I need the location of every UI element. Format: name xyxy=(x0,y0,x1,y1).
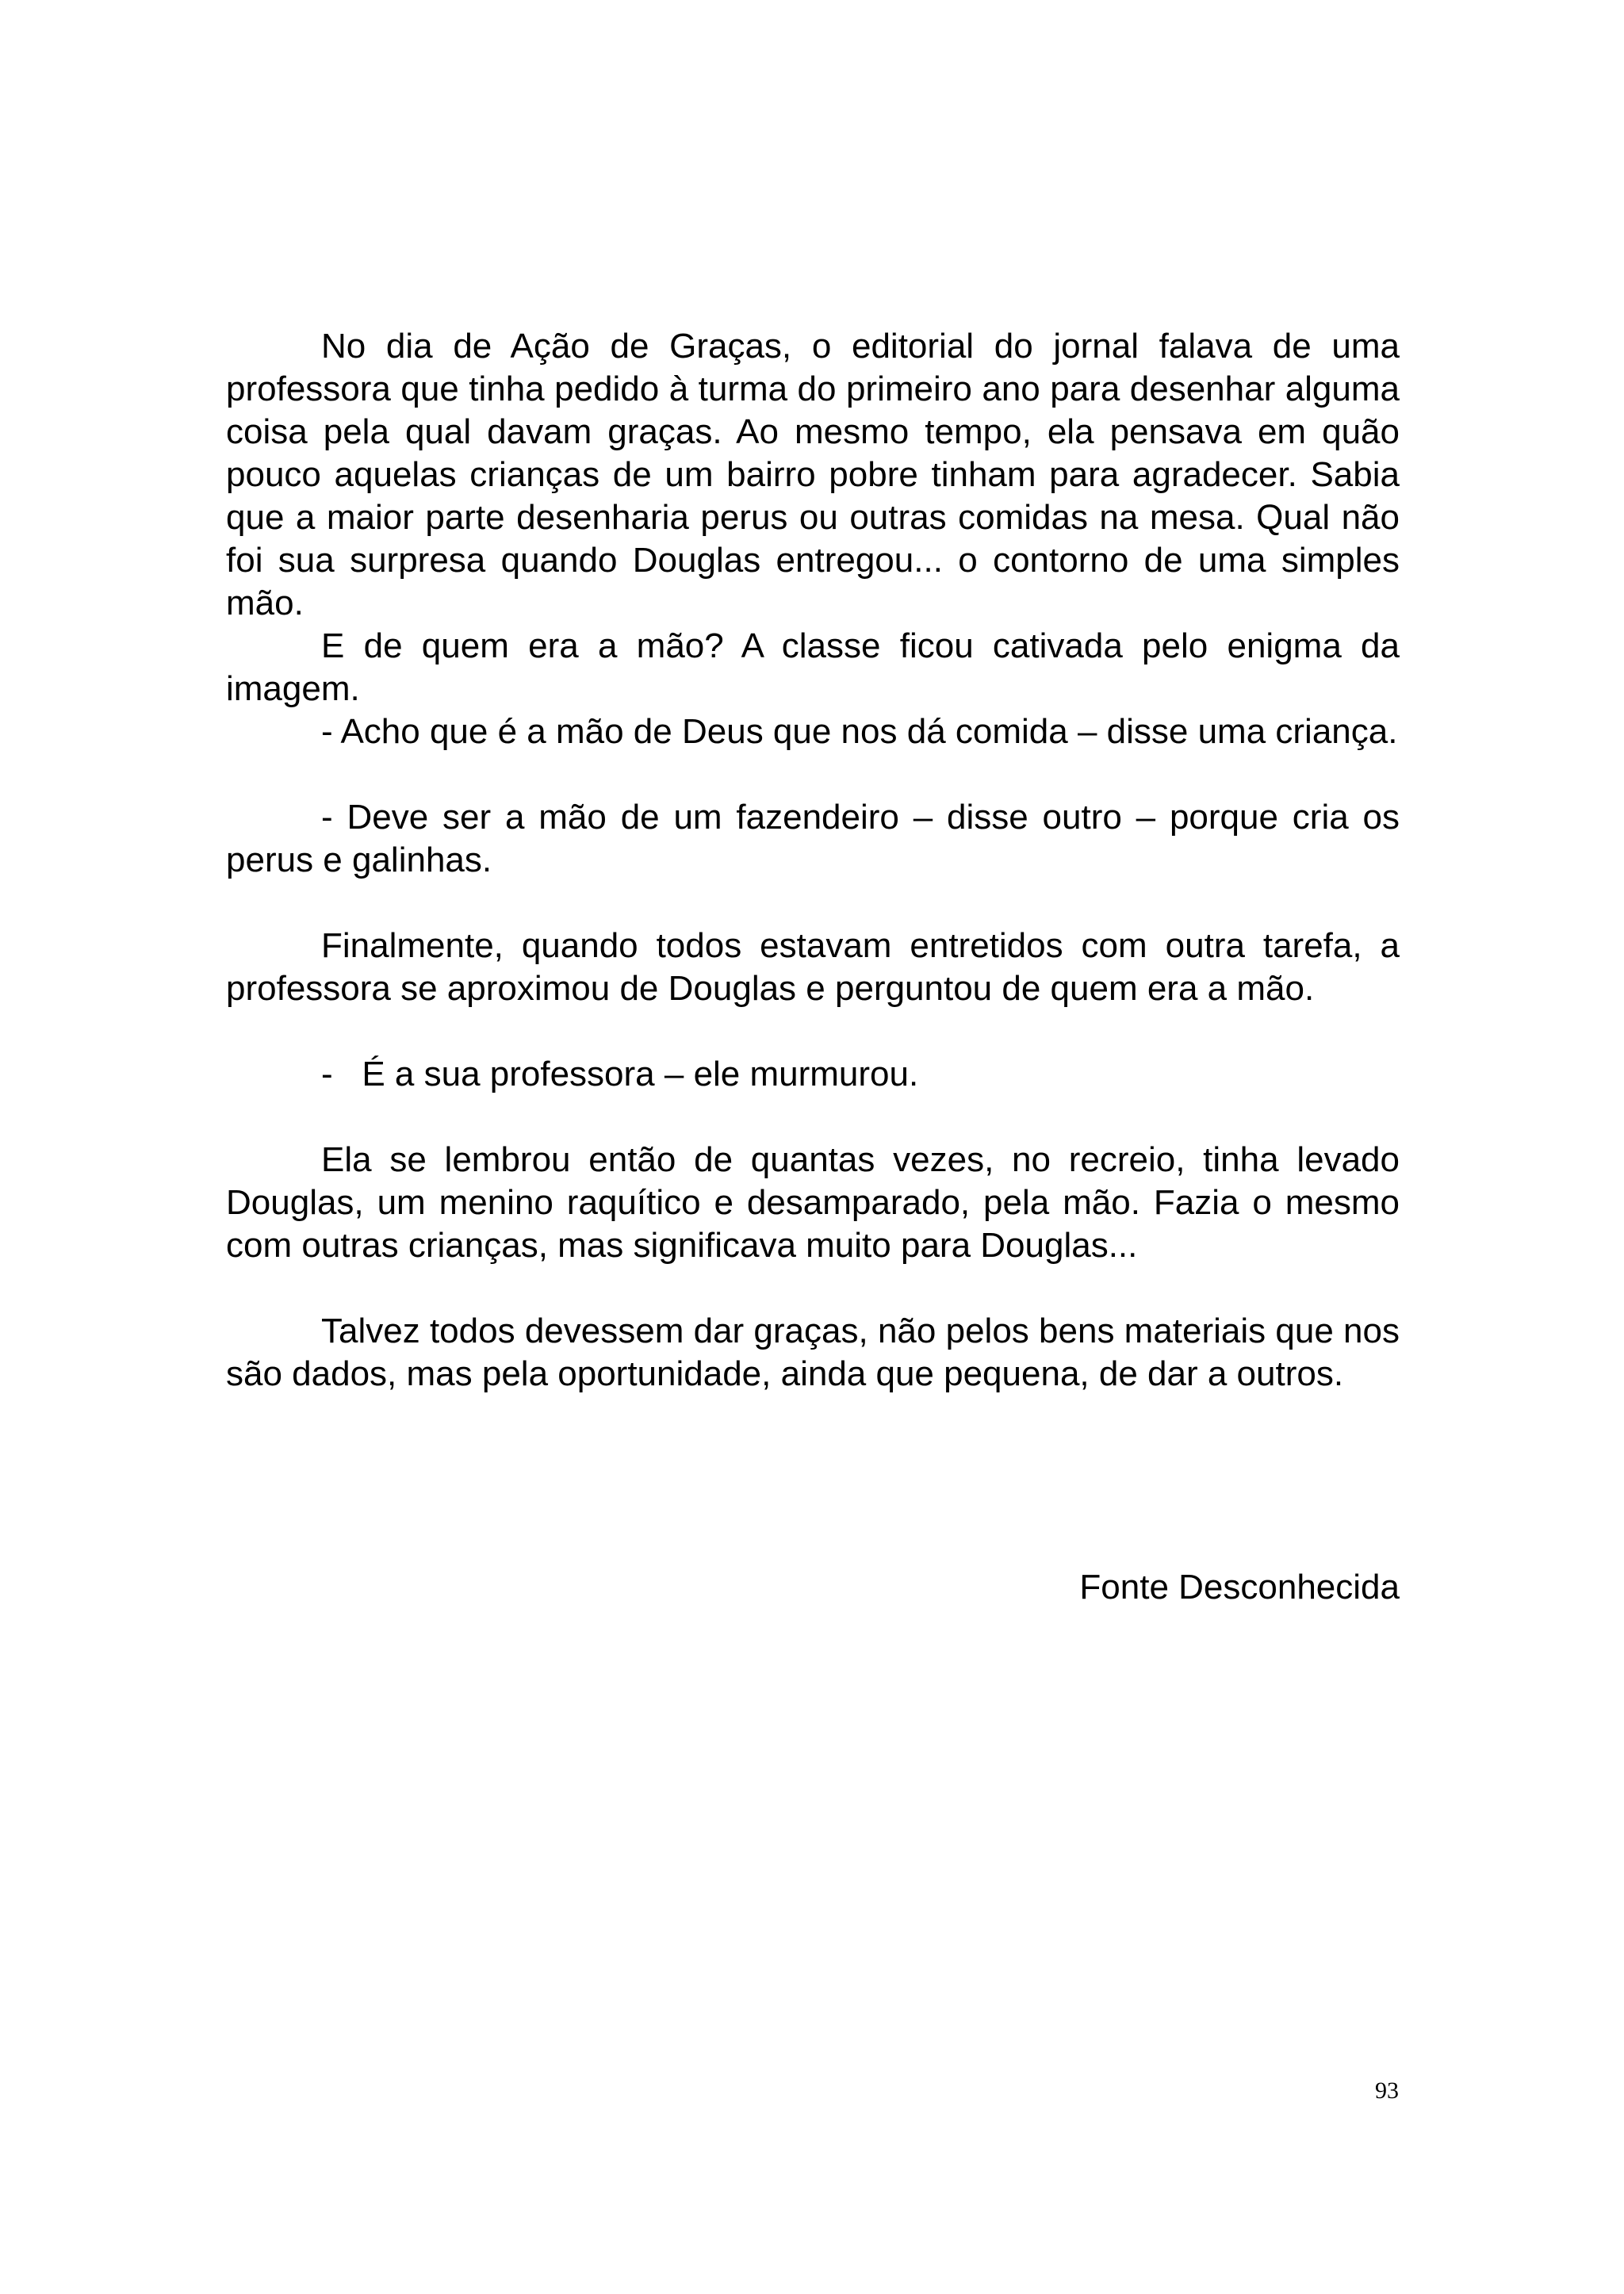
paragraph-7: Ela se lembrou então de quantas vezes, no recreio, tinha levado Douglas, um menino raquítico e desamparado, pela mão. Fazia o mesmo com outras crianças, mas significava muito para Douglas... xyxy=(226,1140,1400,1265)
paragraph-4: - Deve ser a mão de um fazendeiro – disse outro – porque cria os perus e galinhas. xyxy=(226,798,1400,879)
paragraph-1: No dia de Ação de Graças, o editorial do jornal falava de uma professora que tinha pedido à turma do primeiro ano para desenhar alguma coisa pela qual davam graças. Ao mesmo tempo, ela pensava em quão pouco aquelas crianças de um bairro pobre tinham para agradecer. Sabia que a maior parte desenharia perus ou outras comidas na mesa. Qual não foi sua surpresa quando Douglas entregou... o contorno de uma simples mão. xyxy=(226,327,1400,622)
paragraph-gap xyxy=(226,1267,1400,1310)
paragraph-5: Finalmente, quando todos estavam entretidos com outra tarefa, a professora se aproximou de Douglas e perguntou de quem era a mão. xyxy=(226,926,1400,1008)
paragraph-2: E de quem era a mão? A classe ficou cativada pelo enigma da imagem. xyxy=(226,626,1400,708)
paragraph-gap xyxy=(226,882,1400,925)
paragraph-3: - Acho que é a mão de Deus que nos dá comida – disse uma criança. xyxy=(321,712,1398,751)
body-text xyxy=(226,325,1400,1396)
paragraph-gap xyxy=(226,753,1400,796)
paragraph-8: Talvez todos devessem dar graças, não pelos bens materiais que nos são dados, mas pela oportunidade, ainda que pequena, de dar a outros. xyxy=(226,1312,1400,1393)
page-number: 93 xyxy=(1375,2078,1399,2104)
paragraph-6: - É a sua professora – ele murmurou. xyxy=(321,1055,919,1093)
source-attribution: Fonte Desconhecida xyxy=(1079,1568,1400,1607)
paragraph-gap xyxy=(226,1096,1400,1139)
paragraph-gap xyxy=(226,1010,1400,1053)
